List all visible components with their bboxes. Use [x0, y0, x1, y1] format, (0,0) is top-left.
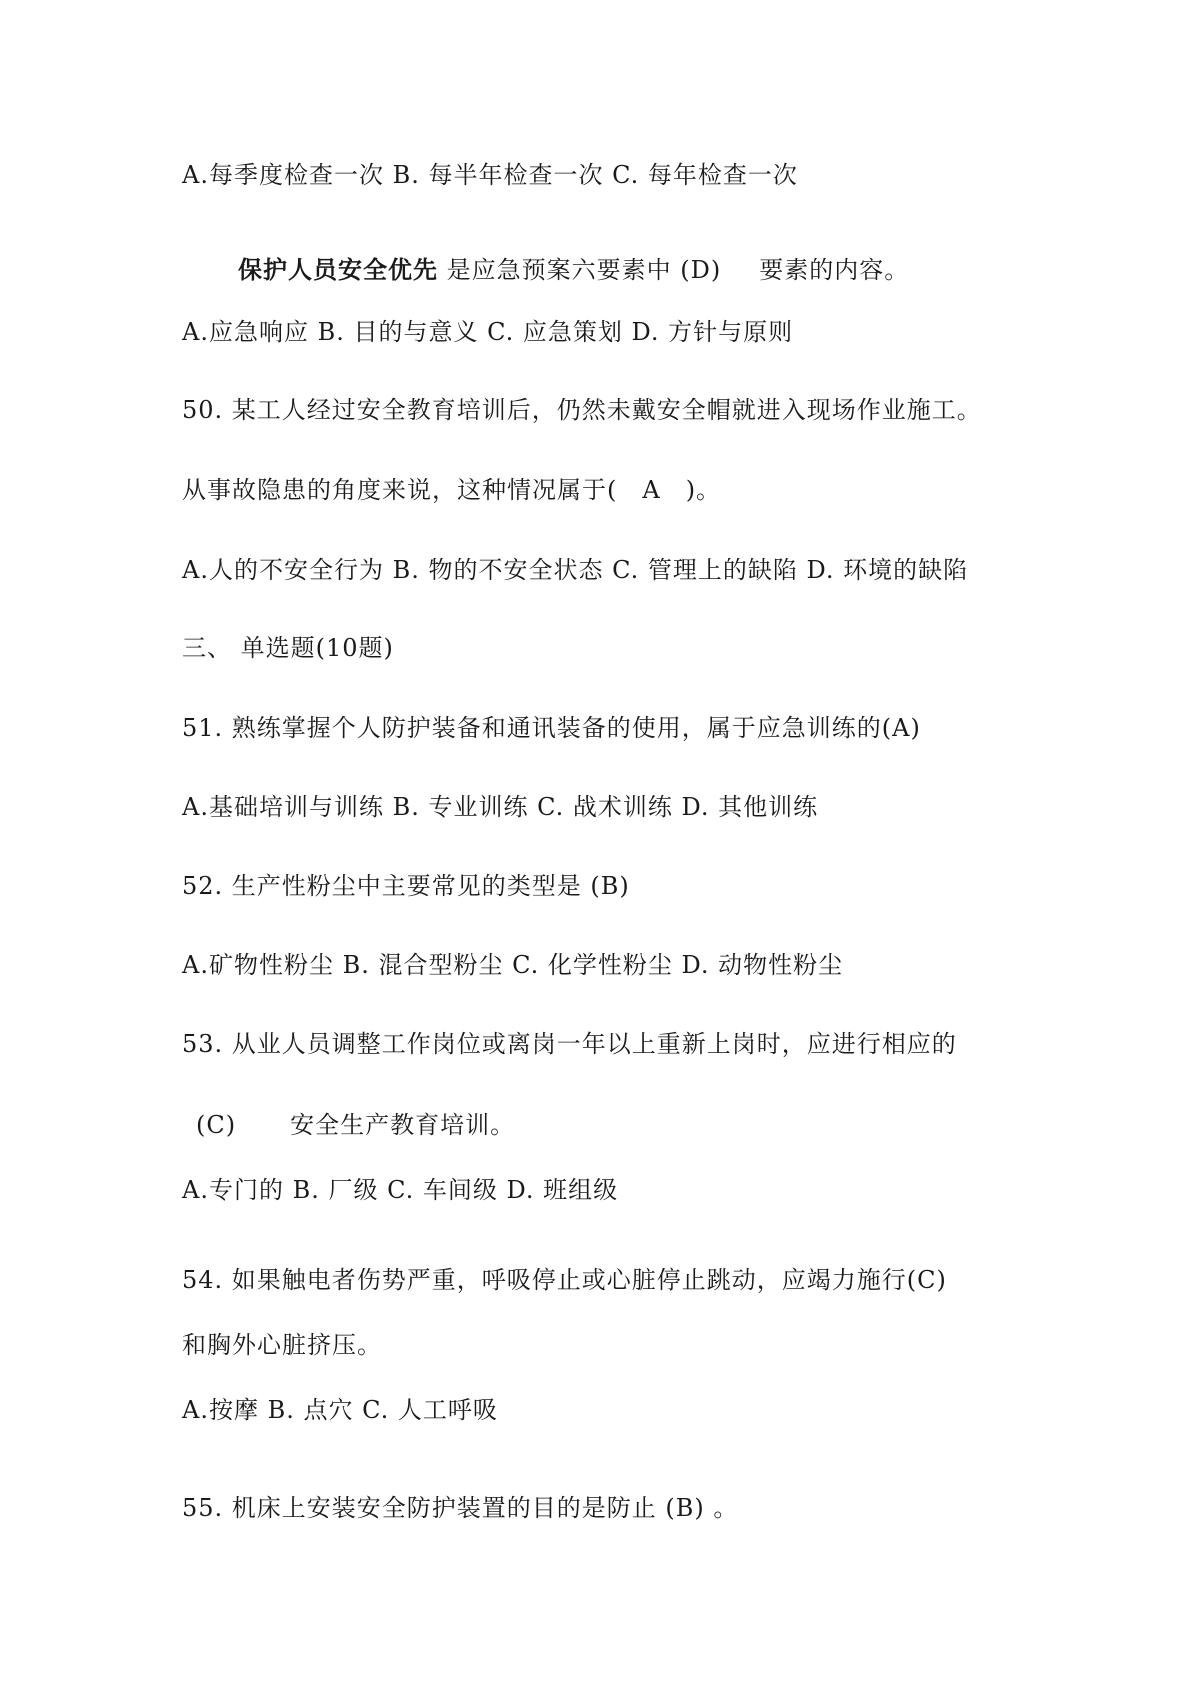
- question-line: 53. 从业人员调整工作岗位或离岗一年以上重新上岗时，应进行相应的: [182, 1030, 957, 1058]
- options-line: A.应急响应 B. 目的与意义 C. 应急策划 D. 方针与原则: [182, 318, 794, 346]
- question-text: 是应急预案六要素中 (D): [438, 256, 722, 284]
- options-line: A.专门的 B. 厂级 C. 车间级 D. 班组级: [182, 1176, 619, 1204]
- options-line: A.基础培训与训练 B. 专业训练 C. 战术训练 D. 其他训练: [182, 793, 819, 821]
- question-tail: 要素的内容。: [759, 256, 910, 284]
- question-line: 从事故隐患的角度来说，这种情况属于( A )。: [182, 476, 722, 504]
- question-line: [238, 255, 909, 285]
- options-line: A.每季度检查一次 B. 每半年检查一次 C. 每年检查一次: [182, 161, 798, 189]
- question-line: 55. 机床上安装安全防护装置的目的是防止 (B) 。: [182, 1494, 739, 1522]
- options-line: A.人的不安全行为 B. 物的不安全状态 C. 管理上的缺陷 D. 环境的缺陷: [182, 556, 969, 584]
- question-line: 52. 生产性粉尘中主要常见的类型是 (B): [182, 872, 630, 900]
- options-line: A.按摩 B. 点穴 C. 人工呼吸: [182, 1396, 498, 1424]
- section-heading: 三、 单选题(10题): [182, 634, 394, 662]
- question-line: 51. 熟练掌握个人防护装备和通讯装备的使用，属于应急训练的(A): [182, 714, 921, 742]
- question-text: 安全生产教育培训。: [290, 1111, 516, 1139]
- question-line: 54. 如果触电者伤势严重，呼吸停止或心脏停止跳动，应竭力施行(C): [182, 1266, 947, 1294]
- options-line: A.矿物性粉尘 B. 混合型粉尘 C. 化学性粉尘 D. 动物性粉尘: [182, 951, 844, 979]
- question-line: 和胸外心脏挤压。: [182, 1331, 382, 1359]
- question-line: 50. 某工人经过安全教育培训后，仍然未戴安全帽就进入现场作业施工。: [182, 396, 982, 424]
- emphasis-text: 保护人员安全优先: [238, 255, 438, 284]
- answer-text: (C): [196, 1111, 237, 1139]
- question-line: [196, 1110, 515, 1140]
